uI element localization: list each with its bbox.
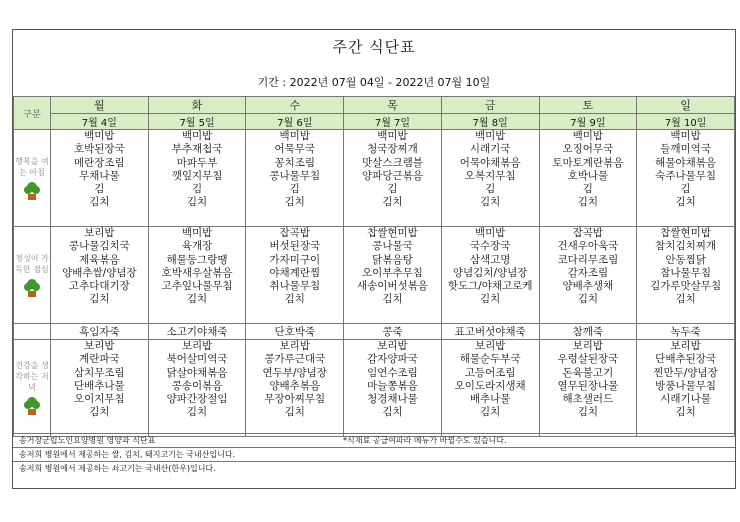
menu-sheet [12,29,736,489]
menu-item: 고등어조림 [464,366,516,379]
menu-item: 김가루맛살무침 [650,280,722,293]
menu-item: 방풍나물무침 [655,379,717,392]
menu-item: 닭볶음탕 [372,253,413,266]
snack-label-cell [14,324,51,340]
menu-item: 김치 [186,406,208,419]
page-title: 주간 식단표 [332,38,416,56]
lunch-cell [344,227,442,324]
menu-item: 김치 [480,293,501,306]
menu-item: 취나물무침 [269,280,321,293]
date-thu: 7월 7일 [344,114,442,130]
snack-row [14,324,735,340]
menu-item: 보리밥 [670,340,701,352]
menu-item: 김치 [382,293,403,306]
menu-item: 보리밥 [572,340,604,352]
menu-item: 콩가루근대국 [264,353,326,366]
date-tue: 7월 5일 [148,114,246,130]
menu-item: 보리밥 [84,340,115,352]
menu-item: 청국장찌개 [367,143,418,156]
date-sat: 7월 9일 [539,114,637,130]
menu-item: 김치 [382,196,403,209]
menu-item: 무장아찌무침 [264,393,326,406]
breakfast-cell [539,130,637,227]
dinner-label-cell [14,340,51,437]
menu-item: 버섯된장국 [269,240,321,253]
menu-item: 국수장국 [469,240,511,253]
menu-item: 오징어무국 [562,143,614,156]
menu-item: 백미밥 [377,130,408,142]
menu-item: 제육볶음 [79,253,120,266]
menu-item: 백미밥 [84,130,115,142]
date-sun: 7월 10일 [637,114,735,130]
menu-item: 북어살미역국 [166,353,228,366]
menu-item: 백미밥 [181,130,213,142]
snack-cell: 소고기야채죽 [148,324,246,340]
menu-item: 단배추나물 [73,379,125,392]
menu-item: 김치 [89,406,110,419]
tree-icon [23,278,41,298]
menu-item: 찹쌀현미밥 [660,227,711,239]
menu-item: 김치 [577,293,599,306]
date-mon: 7월 4일 [51,114,149,130]
period-text: 기간 : 2022년 07월 04일 - 2022년 07월 10일 [257,76,491,89]
menu-item: 콩송이볶음 [171,379,223,392]
menu-item: 보리밥 [377,340,408,352]
menu-item: 시래기국 [469,143,511,156]
menu-item: 김치 [675,406,696,419]
dinner-label: 건강을 생각하는 저녁 [15,361,49,392]
menu-item: 어묵야채볶음 [459,156,521,169]
date-fri: 7월 8일 [441,114,539,130]
menu-item: 꽁치조림 [274,156,316,169]
menu-item: 고추다대기장 [68,280,130,293]
breakfast-row [14,130,735,227]
menu-item: 양배추쌈/양념장 [62,266,137,279]
dinner-cell [539,340,637,437]
snack-cell: 단호박죽 [246,324,344,340]
menu-item: 콩나물국 [372,240,413,253]
breakfast-label: 행복을 여는 아침 [15,156,49,177]
menu-item: 양념김치/양념장 [452,266,528,279]
menu-item: 해초샐러드 [562,393,614,406]
menu-item: 들깨미역국 [660,143,711,156]
menu-item: 호박나물 [567,169,609,182]
menu-item: 김치 [675,293,696,306]
menu-item: 연두부/양념장 [262,366,327,379]
menu-item: 시래기나물 [660,393,711,406]
menu-item: 김 [680,183,691,196]
menu-item: 콩나물김치국 [68,240,130,253]
menu-item: 양파간장절임 [166,393,228,406]
breakfast-cell [246,130,344,227]
menu-item: 마파두부 [176,156,218,169]
menu-item: 찐만두/양념장 [653,366,718,379]
menu-item: 김 [387,183,398,196]
menu-item: 삼색고명 [469,253,511,266]
menu-item: 보리밥 [181,340,213,352]
menu-item: 토마토계란볶음 [552,156,624,169]
menu-item: 해물순두부국 [459,353,521,366]
menu-item: 백미밥 [474,130,506,142]
date-wed: 7월 6일 [246,114,344,130]
note-origin-rice: 송저희 병원에서 제공하는 쌀, 김치, 돼지고기는 국내산입니다. [13,447,735,461]
breakfast-cell [148,130,246,227]
lunch-label: 정성이 가득한 점심 [15,253,49,274]
menu-item: 김치 [186,293,208,306]
menu-item: 무채나물 [79,169,120,182]
menu-item: 오이도라지생채 [454,379,526,392]
menu-item: 김치 [675,196,696,209]
day-thu: 목 [344,97,442,114]
note-hospital: 송거창군립노인요양병원 영양과 식단표 [19,436,156,445]
lunch-cell [441,227,539,324]
snack-cell: 표고버섯야채죽 [441,324,539,340]
menu-item: 콩나물무침 [269,169,321,182]
dinner-cell [51,340,149,437]
menu-item: 백미밥 [181,227,213,239]
day-fri: 금 [441,97,539,114]
menu-item: 김 [485,183,496,196]
tree-icon [23,181,41,201]
breakfast-cell [344,130,442,227]
menu-item: 깻잎지무침 [171,169,223,182]
menu-item: 백미밥 [279,130,310,142]
menu-item: 메란장조림 [73,156,125,169]
menu-item: 배추나물 [469,393,511,406]
menu-item: 청경채나물 [367,393,418,406]
menu-item: 김치 [480,406,501,419]
menu-item: 핫도그/야채고로케 [447,280,533,293]
tree-icon [23,396,41,416]
menu-item: 호박된장국 [73,143,125,156]
note-supply: *식재료 공급여파라 메뉴가 바뀔수도 있습니다. [343,436,507,445]
menu-item: 보리밥 [474,340,506,352]
lunch-cell [246,227,344,324]
menu-item: 삼치무조림 [73,366,125,379]
menu-item: 김치 [89,293,110,306]
menu-item: 돈육불고기 [562,366,614,379]
menu-item: 김치 [382,406,403,419]
menu-item: 감자조림 [567,266,609,279]
menu-item: 마늘쫑볶음 [367,379,418,392]
menu-item: 양배추생채 [562,280,614,293]
menu-item: 오복지무침 [464,169,516,182]
breakfast-label-cell [14,130,51,227]
note-row [13,433,735,447]
menu-item: 야채계란찜 [269,266,321,279]
breakfast-cell [441,130,539,227]
breakfast-cell [51,130,149,227]
lunch-cell [51,227,149,324]
menu-item: 닭살야채볶음 [166,366,228,379]
menu-item: 오이지무침 [73,393,125,406]
menu-item: 해물동그랑땡 [166,253,228,266]
dinner-cell [637,340,735,437]
menu-item: 백미밥 [474,227,506,239]
menu-item: 우렁살된장국 [557,353,619,366]
menu-item: 오이부추무침 [362,266,423,279]
menu-item: 고추잎나물무침 [161,280,233,293]
lunch-cell [539,227,637,324]
note-origin-beef: 송저희 병원에서 제공하는 쇠고기는 국내산(한우)입니다. [13,461,735,475]
menu-item: 김 [289,183,300,196]
menu-item: 숙주나물무침 [655,169,717,182]
menu-item: 참나물무침 [660,266,711,279]
menu-item: 새송이버섯볶음 [356,280,428,293]
dinner-cell [344,340,442,437]
menu-item: 참치김치찌개 [655,240,717,253]
snack-cell: 흑임자죽 [51,324,149,340]
menu-item: 가자미구이 [269,253,321,266]
menu-item: 보리밥 [84,227,115,239]
menu-item: 임연수조림 [367,366,418,379]
menu-item: 부추재첩국 [171,143,223,156]
menu-item: 김치 [284,406,305,419]
menu-item: 김 [94,183,105,196]
menu-item: 어묵무국 [274,143,316,156]
snack-cell: 콩죽 [344,324,442,340]
lunch-label-cell [14,227,51,324]
day-sun: 일 [637,97,735,114]
menu-item: 잡곡밥 [572,227,604,239]
day-mon: 월 [51,97,149,114]
menu-item: 김치 [89,196,110,209]
dinner-row [14,340,735,437]
menu-table [13,96,735,437]
day-sat: 토 [539,97,637,114]
menu-item: 코다리무조림 [557,253,619,266]
menu-item: 안동찜닭 [665,253,706,266]
snack-cell: 참깨죽 [539,324,637,340]
menu-item: 계란파국 [79,353,120,366]
snack-cell: 녹두죽 [637,324,735,340]
menu-item: 김치 [480,196,501,209]
day-wed: 수 [246,97,344,114]
menu-item: 김치 [284,196,305,209]
menu-item: 잡곡밥 [279,227,310,239]
menu-item: 맛살스크램블 [362,156,423,169]
menu-item: 백미밥 [670,130,701,142]
menu-item: 양파당근볶음 [362,169,423,182]
menu-item: 열무된장나물 [557,379,619,392]
menu-item: 건새우아욱국 [557,240,619,253]
menu-item: 백미밥 [572,130,604,142]
menu-item: 보리밥 [279,340,310,352]
menu-item: 김치 [577,406,599,419]
menu-item: 김 [582,183,593,196]
menu-item: 양배추볶음 [269,379,321,392]
menu-item: 해물야채볶음 [655,156,717,169]
dinner-cell [148,340,246,437]
lunch-row [14,227,735,324]
menu-item: 감자양파국 [367,353,418,366]
header-label: 구분 [14,97,51,130]
menu-item: 단배추된장국 [655,353,717,366]
menu-item: 김치 [577,196,599,209]
lunch-cell [148,227,246,324]
dinner-cell [441,340,539,437]
menu-item: 김치 [284,293,305,306]
menu-item: 호박새우살볶음 [161,266,233,279]
lunch-cell [637,227,735,324]
day-tue: 화 [148,97,246,114]
breakfast-cell [637,130,735,227]
menu-item: 찹쌀현미밥 [367,227,418,239]
dinner-cell [246,340,344,437]
menu-item: 육개장 [181,240,213,253]
menu-item: 김 [191,183,203,196]
menu-item: 김치 [186,196,208,209]
notes-section [13,433,735,475]
